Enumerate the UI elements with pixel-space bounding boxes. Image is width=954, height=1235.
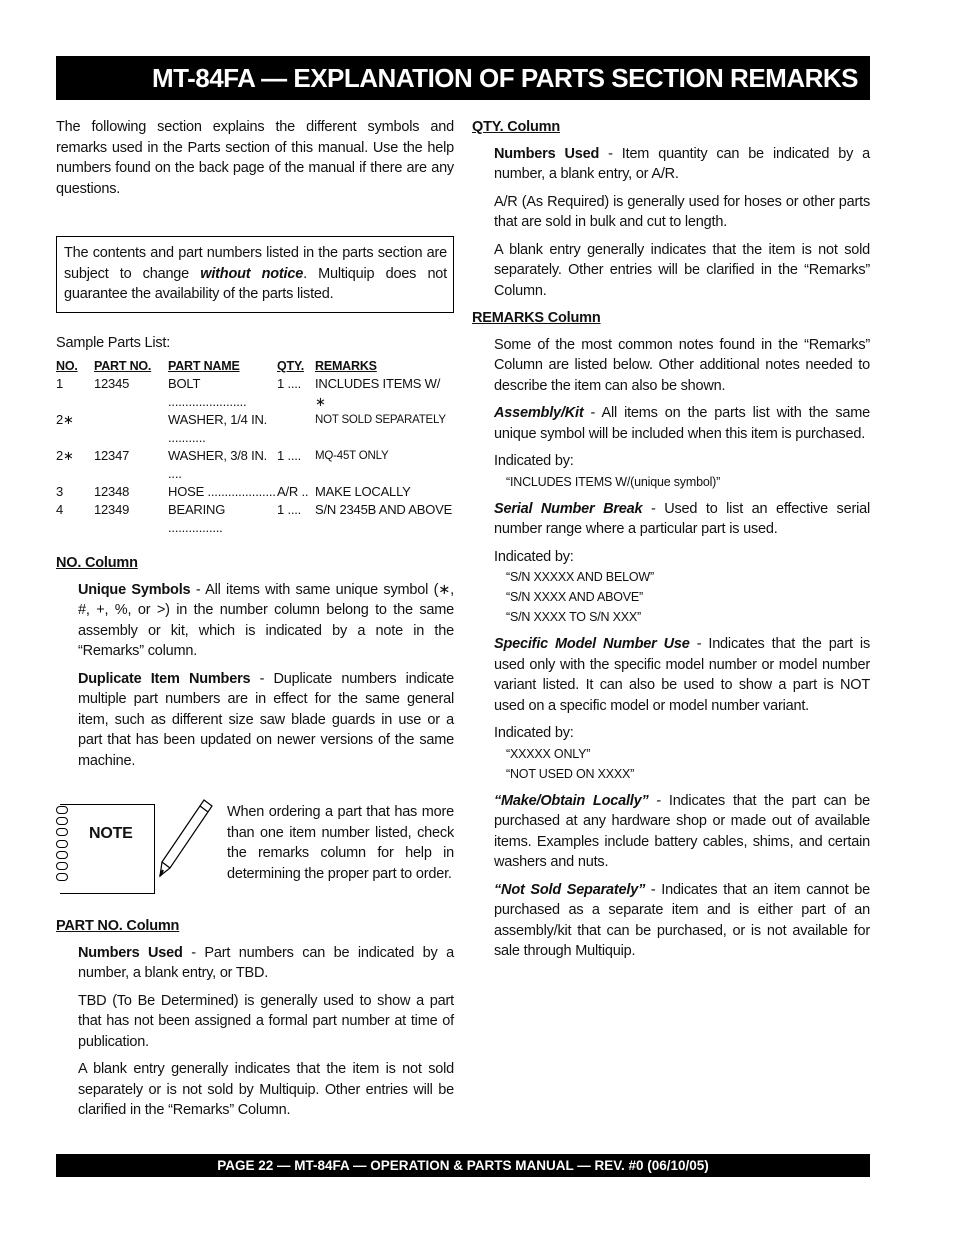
partno-numbers-text: - Part numbers can be indicated by a number, a blank entry, or TBD.: [78, 944, 454, 981]
cell-qty: [277, 411, 315, 447]
partno-column-heading: PART NO. Column: [56, 918, 180, 934]
cell-no: 2∗: [56, 412, 74, 427]
cell-qty: 1 ....: [277, 448, 302, 463]
sample-parts-table: [56, 357, 454, 537]
cell-qty: 1 ....: [277, 376, 302, 391]
cell-partno: 12347: [94, 448, 130, 463]
not-sold-separately-paragraph: [472, 880, 870, 962]
not-sold-separately-label: “Not Sold Separately”: [494, 881, 646, 898]
cell-name: BOLT .......................: [168, 376, 247, 409]
cell-no: 2∗: [56, 448, 74, 463]
pencil-icon: [156, 798, 214, 878]
table-row: [56, 411, 454, 447]
unique-symbols-label: Unique Symbols: [78, 581, 191, 598]
assembly-kit-text: - All items on the parts list with the same unique symbol will be included when this item is purchased.: [494, 405, 870, 442]
table-row: [56, 501, 454, 537]
model-number-paragraph: [472, 634, 870, 716]
unique-symbols-text: - All items with same unique symbol (∗, #, +, %, or >) in the number column belong to the same assembly or kit, which is indicated by a note in the “Remarks” column.: [78, 581, 454, 659]
duplicate-numbers-label: Duplicate Item Numbers: [78, 670, 251, 687]
page-title: MT-84FA — EXPLANATION OF PARTS SECTION REMARKS: [151, 62, 858, 93]
notice-emphasis: without notice: [200, 265, 304, 282]
make-locally-label: “Make/Obtain Locally”: [494, 792, 649, 809]
note-text: When ordering a part that has more than one item number listed, check the remarks column for help in determining the proper part to order.: [227, 804, 454, 882]
example-text: “INCLUDES ITEMS W/(unique symbol)”: [506, 474, 721, 489]
notepad-icon: [60, 804, 155, 894]
cell-partno: 12349: [94, 502, 130, 517]
col-header-qty: QTY.: [277, 359, 304, 373]
assembly-kit-paragraph: [472, 403, 870, 444]
notice-box: [56, 236, 454, 313]
cell-name: WASHER, 1/4 IN. ...........: [168, 412, 268, 445]
cell-remarks: INCLUDES ITEMS W/ ∗: [315, 376, 441, 409]
note-label: NOTE: [89, 825, 133, 842]
table-row: [56, 447, 454, 483]
model-examples: [472, 744, 870, 784]
cell-remarks: S/N 2345B AND ABOVE: [315, 502, 453, 517]
qty-column-heading: QTY. Column: [472, 119, 561, 135]
notice-text-after: . Multiquip does not guarantee the availability of the parts listed.: [64, 265, 448, 302]
cell-partno: 12348: [94, 484, 130, 499]
partno-numbers-label: Numbers Used: [78, 944, 183, 961]
cell-partno: 12345: [94, 376, 130, 391]
duplicate-numbers-text: - Duplicate numbers indicate multiple part numbers are in effect for the same general item, such as different size saw blade guards in use or a part that has been updated on newer versions of the same machine.: [78, 670, 454, 769]
cell-name: WASHER, 3/8 IN. ....: [168, 448, 268, 481]
col-header-remarks: REMARKS: [315, 359, 377, 373]
example-text: “XXXXX ONLY”: [506, 746, 591, 761]
tbd-paragraph: TBD (To Be Determined) is generally used to show a part that has not been assigned a formal part number at time of publication.: [78, 992, 454, 1050]
intro-paragraph: The following section explains the different symbols and remarks used in the Parts section of this manual. Use the help numbers found on the back page of the manual if there are any questions.: [56, 119, 454, 197]
no-column-heading: NO. Column: [56, 555, 138, 571]
cell-qty: 1 ....: [277, 502, 302, 517]
example-text: “S/N XXXXX AND BELOW”: [506, 570, 654, 584]
col-header-partname: PART NAME: [168, 359, 240, 373]
cell-remarks: MQ-45T ONLY: [315, 450, 389, 462]
assembly-examples: [472, 472, 870, 492]
note-callout: [56, 802, 454, 898]
assembly-kit-label: Assembly/Kit: [494, 405, 584, 421]
example-text: “NOT USED ON XXXX”: [506, 766, 635, 781]
notice-text-before: The contents and part numbers listed in the parts section are subject to change: [64, 245, 447, 282]
example-text: “S/N XXXX TO S/N XXX”: [506, 610, 641, 624]
qty-blank-paragraph: A blank entry generally indicates that the item is not sold separately. Other entries will be clarified in the “Remarks” Column.: [494, 241, 870, 299]
cell-name: HOSE ....................: [168, 484, 276, 499]
cell-remarks: NOT SOLD SEPARATELY: [315, 414, 446, 426]
indicated-by-label: Indicated by:: [494, 453, 574, 469]
table-row: [56, 375, 454, 411]
remarks-column-heading: REMARKS Column: [472, 310, 601, 326]
col-header-no: NO.: [56, 359, 78, 373]
serial-break-label: Serial Number Break: [494, 500, 643, 517]
duplicate-numbers-paragraph: [56, 669, 454, 772]
cell-qty: A/R ..: [277, 484, 309, 499]
unique-symbols-paragraph: [56, 580, 454, 662]
not-sold-separately-text: - Indicates that an item cannot be purchased as a separate item and is either part of an assembly/kit that can be purchased, or is not available for sale through Multiquip.: [494, 881, 871, 959]
table-row: [56, 483, 454, 501]
cell-name: BEARING ................: [168, 502, 226, 535]
model-number-text: - Indicates that the part is used only with the specific model number or model number variant listed. It can also be used to show a part is NOT used on a specific model or model number variant.: [494, 636, 870, 714]
col-header-partno: PART NO.: [94, 359, 152, 373]
spiral-rings-icon: [56, 806, 70, 884]
page-footer: [56, 1154, 870, 1177]
indicated-by-label: Indicated by:: [494, 548, 574, 565]
indicated-by-label: Indicated by:: [494, 725, 574, 741]
ar-paragraph: A/R (As Required) is generally used for hoses or other parts that are sold in bulk and cut to length.: [494, 193, 870, 230]
serial-break-text: - Used to list an effective serial number range where a particular part is used.: [494, 500, 870, 537]
cell-remarks: MAKE LOCALLY: [315, 484, 411, 499]
partno-numbers-paragraph: [56, 943, 454, 984]
cell-no: 1: [56, 376, 64, 391]
remarks-intro: Some of the most common notes found in the “Remarks” Column are listed below. Other additional notes needed to describe the item can also be shown.: [494, 336, 870, 394]
cell-no: 4: [56, 502, 64, 517]
qty-numbers-text: - Item quantity can be indicated by a number, a blank entry, or A/R.: [494, 145, 870, 182]
serial-break-paragraph: [472, 499, 870, 540]
table-header-row: [56, 357, 454, 375]
right-column: [472, 117, 870, 962]
make-locally-paragraph: [472, 791, 870, 873]
qty-numbers-paragraph: [472, 144, 870, 185]
make-locally-text: - Indicates that the part can be purchased at any hardware shop or made out of available items. Examples include battery cables, shims, and certain washers and nuts.: [494, 792, 870, 870]
serial-examples: [472, 567, 870, 627]
example-text: “S/N XXXX AND ABOVE”: [506, 590, 644, 604]
footer-text: PAGE 22 — MT-84FA — OPERATION & PARTS MANUAL — REV. #0 (06/10/05): [217, 1158, 709, 1173]
left-column: [56, 117, 454, 1121]
cell-no: 3: [56, 484, 64, 499]
qty-numbers-label: Numbers Used: [494, 145, 600, 162]
partno-blank-paragraph: A blank entry generally indicates that the item is not sold separately or is not sold by Multiquip. Other entries will be clarified in the “Remarks” Column.: [78, 1061, 454, 1118]
page-title-bar: [56, 56, 870, 100]
sample-list-label: Sample Parts List:: [56, 334, 171, 351]
model-number-label: Specific Model Number Use: [494, 636, 690, 652]
cell-partno: [94, 411, 168, 447]
